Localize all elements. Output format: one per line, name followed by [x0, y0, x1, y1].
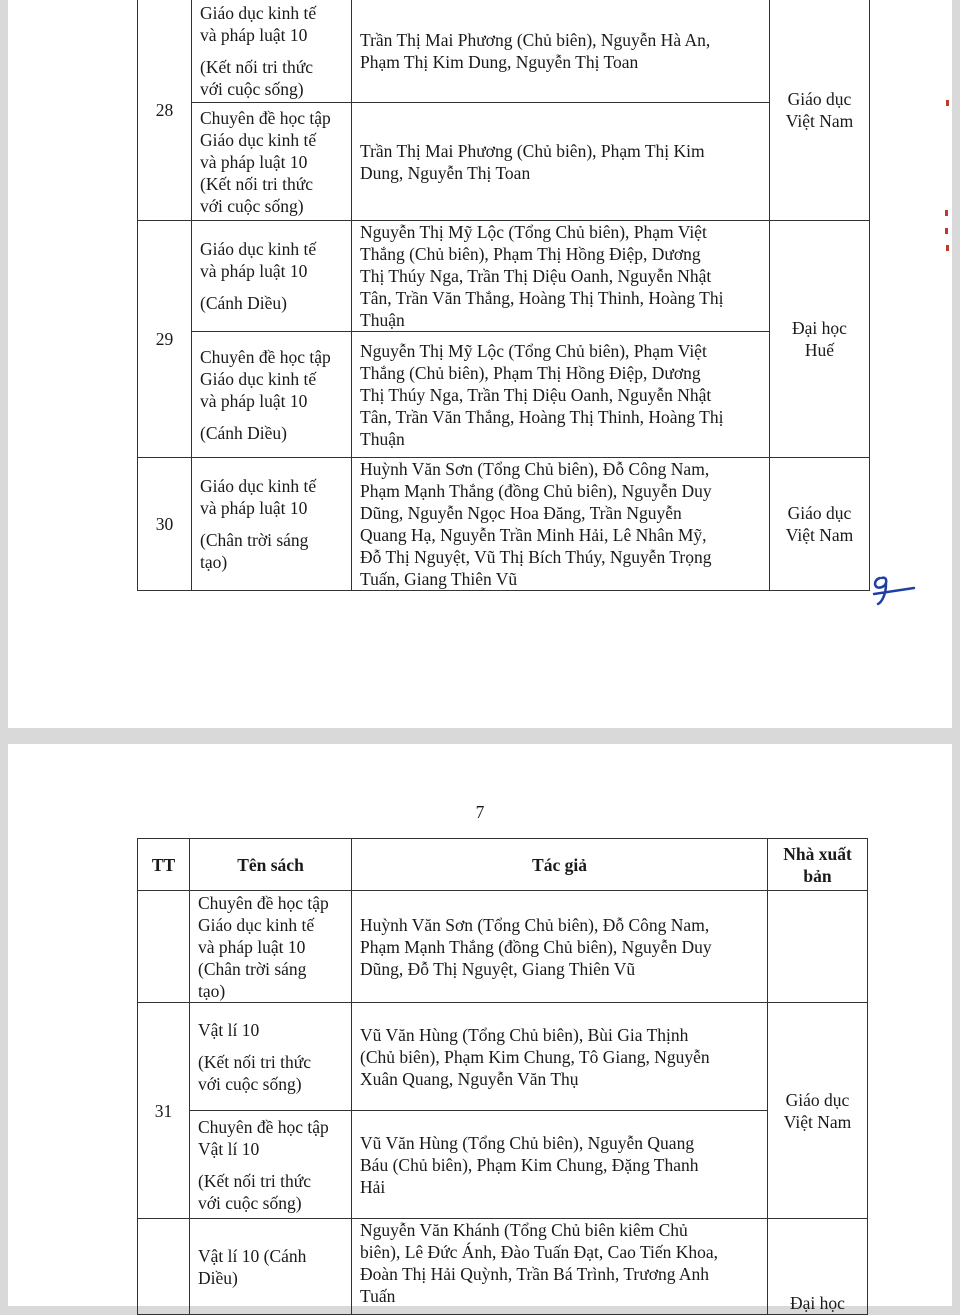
document-page-top [8, 0, 952, 728]
book-title-line: (Kết nối tri thức [200, 56, 313, 77]
authors-cell [352, 332, 770, 458]
book-title-line: Vật lí 10 [198, 1138, 260, 1159]
authors-line: Đoàn Thị Hải Quỳnh, Trần Bá Trình, Trương Anh [360, 1264, 710, 1284]
row-number: 30 [138, 458, 192, 591]
book-title-line: và pháp luật 10 [200, 24, 308, 45]
publisher-line: Huế [804, 340, 835, 360]
authors-line: Nguyễn Thị Mỹ Lộc (Tổng Chủ biên), Phạm Việt [360, 222, 707, 242]
margin-mark [946, 245, 949, 251]
column-header-publisher [768, 839, 868, 891]
authors-cell [352, 1003, 768, 1111]
authors-cell [352, 221, 770, 332]
handwritten-initial-icon [870, 570, 918, 610]
book-title-line: Chuyên đề học tập [198, 1116, 329, 1137]
table-header-row [138, 839, 868, 891]
book-title-line: và pháp luật 10 [200, 390, 308, 411]
book-title-line: Vật lí 10 (Cánh [198, 1245, 307, 1266]
table-row [138, 221, 870, 332]
publisher-cell [770, 458, 870, 591]
authors-line: Phạm Thị Kim Dung, Nguyễn Thị Toan [360, 51, 639, 72]
authors-line: Thị Thúy Nga, Trần Thị Diệu Oanh, Nguyễn Nhật [360, 384, 712, 405]
document-page-bottom [8, 744, 952, 1313]
book-title-line: tạo) [200, 552, 228, 572]
authors-line: Dung, Nguyễn Thị Toan [360, 162, 531, 183]
publisher-line: Giáo dục [785, 1089, 850, 1110]
publisher-cell [770, 221, 870, 458]
column-header-author: Tác giả [352, 839, 768, 891]
book-title-line: Giáo dục kinh tế [200, 368, 317, 389]
authors-line: Tuấn, Giang Thiên Vũ [360, 569, 518, 589]
book-title-line: Diều) [198, 1267, 238, 1288]
authors-line: Phạm Mạnh Thắng (đồng Chủ biên), Nguyễn Duy [360, 481, 712, 501]
margin-mark [945, 210, 948, 216]
header-line: Nhà xuất [783, 843, 852, 864]
authors-line: Thuận [360, 428, 405, 449]
book-title-cell [190, 891, 352, 1003]
authors-cell [352, 1219, 768, 1315]
book-title-line: với cuộc sống) [200, 78, 304, 99]
authors-line: Trần Thị Mai Phương (Chủ biên), Phạm Thị Kim [360, 140, 705, 161]
book-title-line: Giáo dục kinh tế [198, 914, 315, 935]
authors-line: Huỳnh Văn Sơn (Tổng Chủ biên), Đỗ Công Nam, [360, 459, 710, 479]
book-title-line: Giáo dục kinh tế [200, 476, 317, 496]
table-row [138, 891, 868, 1003]
authors-cell [352, 0, 770, 103]
authors-line: Xuân Quang, Nguyễn Văn Thụ [360, 1068, 579, 1089]
page-number: 7 [475, 802, 485, 822]
row-number: 31 [138, 1003, 190, 1219]
book-title-cell [190, 1003, 352, 1111]
authors-line: Dũng, Nguyễn Ngọc Hoa Đăng, Trần Nguyễn [360, 503, 682, 523]
publisher-line: Đại học [792, 318, 847, 338]
book-title-cell [190, 1219, 352, 1315]
table-row [138, 1003, 868, 1111]
authors-line: Hải [360, 1176, 386, 1197]
authors-line: Tân, Trần Văn Thắng, Hoàng Thị Thinh, Hoàng Thị [360, 406, 724, 427]
publisher-line: Giáo dục [787, 503, 852, 523]
publisher-cell [770, 0, 870, 221]
table-row [138, 103, 870, 221]
book-title-cell [192, 0, 352, 103]
authors-cell [352, 1111, 768, 1219]
book-title-cell [190, 1111, 352, 1219]
book-title-line: Chuyên đề học tập [200, 346, 331, 367]
book-title-line: Chuyên đề học tập [200, 107, 331, 128]
authors-line: Vũ Văn Hùng (Tổng Chủ biên), Bùi Gia Thịnh [360, 1024, 689, 1045]
authors-line: Huỳnh Văn Sơn (Tổng Chủ biên), Đỗ Công Nam, [360, 914, 710, 935]
authors-cell [352, 458, 770, 591]
authors-cell [352, 103, 770, 221]
book-title-line: (Cánh Diều) [200, 293, 287, 313]
book-title-line: với cuộc sống) [198, 1073, 302, 1094]
margin-mark [946, 100, 949, 106]
publisher-cell [768, 1003, 868, 1219]
table-row [138, 0, 870, 103]
publisher-line: Đại học [790, 1293, 845, 1313]
book-title-line: và pháp luật 10 [200, 498, 308, 518]
publisher-line: Việt Nam [783, 1111, 852, 1132]
textbook-table-bottom [137, 838, 868, 1315]
header-line: bản [803, 865, 832, 886]
book-title-line: (Kết nối tri thức [198, 1170, 311, 1191]
book-title-cell [192, 458, 352, 591]
authors-line: Nguyễn Thị Mỹ Lộc (Tổng Chủ biên), Phạm Việt [360, 340, 707, 361]
authors-line: Thuận [360, 310, 405, 330]
book-title-line: (Cánh Diều) [200, 422, 287, 443]
authors-line: Tuấn [360, 1286, 396, 1306]
authors-line: Thắng (Chủ biên), Phạm Thị Hồng Điệp, Dương [360, 362, 701, 383]
column-header-tt: TT [138, 839, 190, 891]
column-header-title: Tên sách [190, 839, 352, 891]
row-number-empty [138, 891, 190, 1003]
authors-line: Đỗ Thị Nguyệt, Vũ Thị Bích Thúy, Nguyễn Trọng [360, 547, 712, 567]
authors-line: Dũng, Đỗ Thị Nguyệt, Giang Thiên Vũ [360, 958, 636, 979]
book-title-cell [192, 221, 352, 332]
book-title-cell [192, 103, 352, 221]
book-title-cell [192, 332, 352, 458]
book-title-line: tạo) [198, 980, 226, 1001]
authors-line: biên), Lê Đức Ánh, Đào Tuấn Đạt, Cao Tiến Khoa, [360, 1242, 718, 1262]
authors-line: Quang Hạ, Nguyễn Trần Minh Hải, Lê Nhân Mỹ, [360, 525, 707, 545]
book-title-line: và pháp luật 10 [198, 936, 306, 957]
publisher-line: Việt Nam [785, 525, 854, 545]
authors-line: Tân, Trần Văn Thắng, Hoàng Thị Thinh, Hoàng Thị [360, 288, 724, 308]
margin-mark [945, 228, 948, 234]
publisher-cell-empty [768, 891, 868, 1003]
book-title-line: với cuộc sống) [198, 1192, 302, 1213]
book-title-line: và pháp luật 10 [200, 261, 308, 281]
textbook-table-top [137, 0, 870, 591]
publisher-cell [768, 1219, 868, 1315]
authors-line: Nguyễn Văn Khánh (Tổng Chủ biên kiêm Chủ [360, 1220, 688, 1240]
book-title-line: Giáo dục kinh tế [200, 239, 317, 259]
authors-cell [352, 891, 768, 1003]
authors-line: Thị Thúy Nga, Trần Thị Diệu Oanh, Nguyễn Nhật [360, 266, 712, 286]
table-row [138, 458, 870, 591]
book-title-line: Giáo dục kinh tế [200, 2, 317, 23]
book-title-line: Chuyên đề học tập [198, 892, 329, 913]
book-title-line: (Kết nối tri thức [198, 1051, 311, 1072]
authors-line: Báu (Chủ biên), Phạm Kim Chung, Đặng Thanh [360, 1154, 699, 1175]
authors-line: Phạm Mạnh Thắng (đồng Chủ biên), Nguyễn Duy [360, 936, 712, 957]
table-row [138, 332, 870, 458]
book-title-line: với cuộc sống) [200, 195, 304, 216]
book-title-line: (Chân trời sáng [198, 958, 307, 979]
table-row [138, 1219, 868, 1315]
publisher-line: Giáo dục [787, 88, 852, 109]
row-number-cut [138, 1219, 190, 1315]
authors-line: (Chủ biên), Phạm Kim Chung, Tô Giang, Nguyễn [360, 1046, 710, 1067]
row-number: 28 [138, 0, 192, 221]
table-row [138, 1111, 868, 1219]
authors-line: Trần Thị Mai Phương (Chủ biên), Nguyễn Hà An, [360, 29, 711, 50]
book-title-line: Giáo dục kinh tế [200, 129, 317, 150]
book-title-line: (Kết nối tri thức [200, 173, 313, 194]
book-title-line: và pháp luật 10 [200, 151, 308, 172]
book-title-line: (Chân trời sáng [200, 530, 309, 550]
row-number: 29 [138, 221, 192, 458]
book-title-line: Vật lí 10 [198, 1019, 260, 1040]
authors-line: Thắng (Chủ biên), Phạm Thị Hồng Điệp, Dương [360, 244, 701, 264]
authors-line: Vũ Văn Hùng (Tổng Chủ biên), Nguyễn Quang [360, 1132, 695, 1153]
publisher-line: Việt Nam [785, 110, 854, 131]
